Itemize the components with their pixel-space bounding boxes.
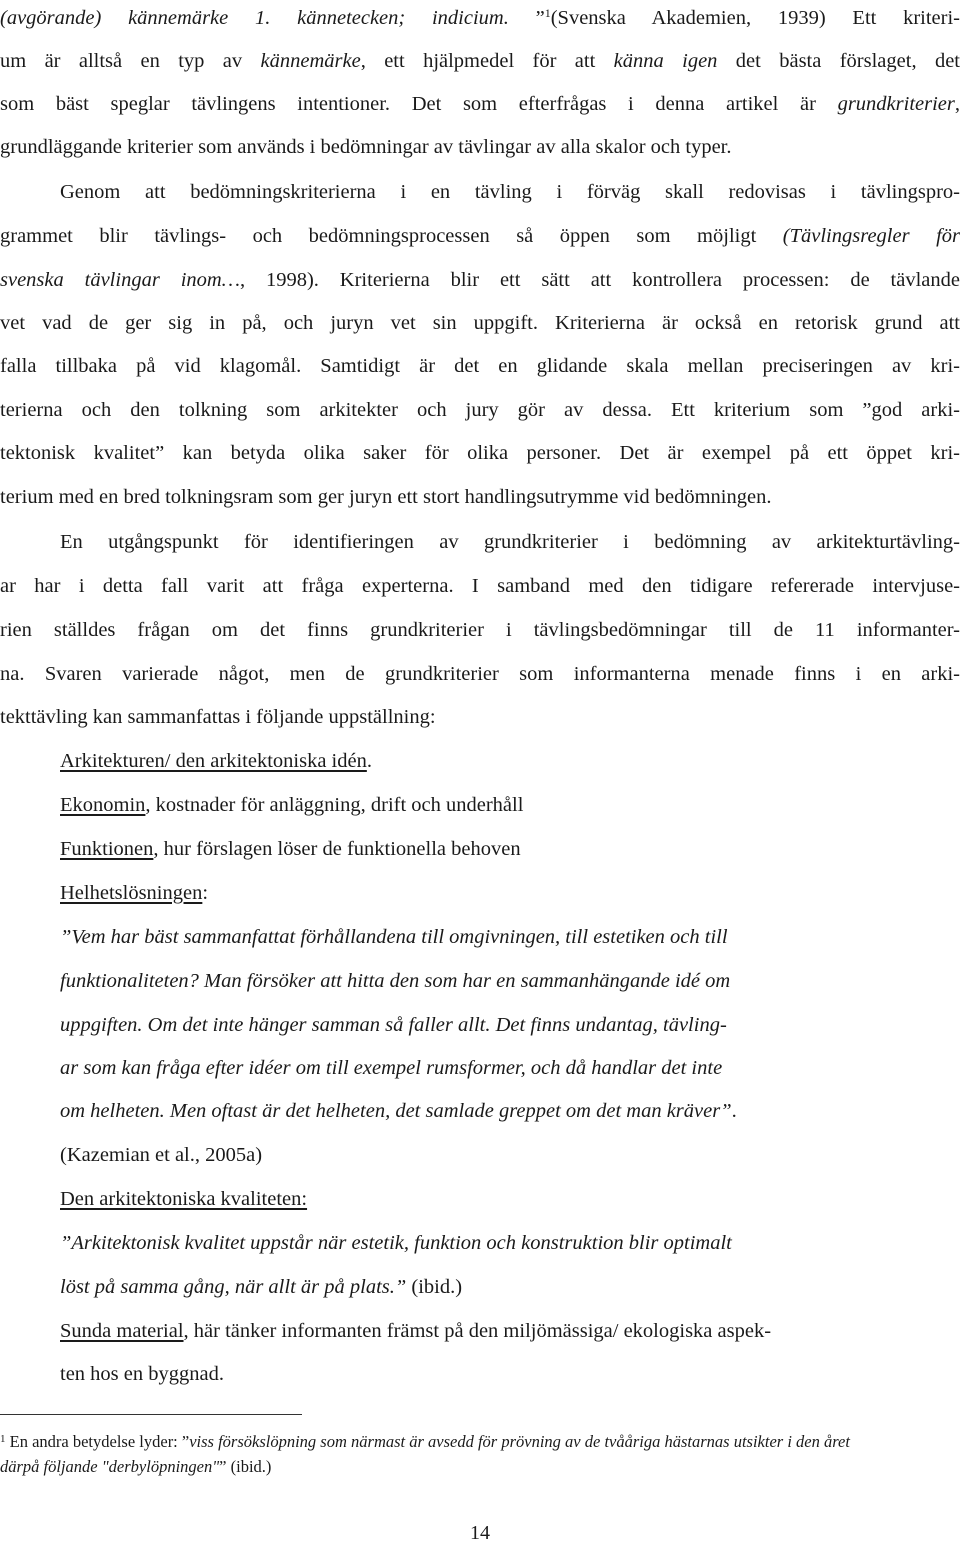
text-run: (Tävlingsregler för: [782, 225, 960, 247]
text-line: [0, 662, 960, 686]
text-run: vet vad de ger sig in på, och juryn vet sin uppgift. Kriterierna är också en retorisk grund att: [0, 312, 960, 334]
underlined-heading: Sunda material: [60, 1320, 184, 1342]
underlined-heading: Funktionen: [60, 838, 154, 860]
text-run: ar som kan fråga efter idéer om till exempel rumsformer, och då handlar det inte: [60, 1057, 723, 1079]
text-line: [0, 441, 960, 465]
text-run: grundkriterier: [837, 93, 955, 115]
text-line: [0, 398, 960, 422]
text-line: [60, 1143, 960, 1167]
text-line: [0, 224, 960, 248]
footnote-marker: 1: [544, 6, 551, 20]
text-run: uppgiften. Om det inte hänger samman så faller allt. Det finns undantag, tävling-: [60, 1014, 727, 1036]
text-line: [60, 1231, 960, 1255]
text-run: ”Arkitektonisk kvalitet uppstår när estetik, funktion och konstruktion blir optimalt: [60, 1232, 732, 1254]
text-line: [60, 530, 960, 554]
text-run: tekttävling kan sammanfattas i följande uppställning:: [0, 706, 436, 728]
text-line: [0, 354, 960, 378]
underlined-heading: Arkitekturen/ den arkitektoniska idén: [60, 750, 367, 772]
footnote-line: [0, 1431, 960, 1453]
text-line: [60, 1275, 960, 1299]
text-run: (Svenska Akademien, 1939) Ett kriteri-: [550, 7, 960, 29]
page-number: 14: [470, 1522, 490, 1544]
text-run: grammet blir tävlings- och bedömningsprocessen så öppen som möjligt: [0, 225, 783, 247]
text-line: [60, 881, 960, 905]
text-run: , 1998). Kriterierna blir ett sätt att kontrollera processen: de tävlande: [239, 269, 960, 291]
text-line: [60, 749, 960, 773]
text-run: (avgörande) kännemärke 1. kännetecken; indicium.: [0, 7, 509, 29]
text-run: , här tänker informanten främst på den miljömässiga/ ekologiska aspek-: [183, 1320, 772, 1342]
text-run: En utgångspunkt för identifieringen av grundkriterier i bedömning av arkitekturtävling-: [60, 531, 960, 553]
text-line: [60, 837, 960, 861]
text-run: , hur förslagen löser de funktionella behoven: [153, 838, 521, 860]
text-run: löst på samma gång, när allt är på plats.”: [60, 1276, 407, 1298]
text-run: ”Vem har bäst sammanfattat förhållandena till omgivningen, till estetiken och till: [60, 926, 728, 948]
text-run: därpå följande "derbylöpningen": [0, 1457, 220, 1476]
text-line: [60, 1056, 960, 1080]
text-line: [0, 49, 960, 73]
text-line: [0, 618, 960, 642]
text-line: [0, 6, 960, 30]
text-line: [60, 793, 960, 817]
text-run: terierna och den tolkning som arkitekter och jury gör av dessa. Ett kriterium som ”god arki-: [0, 399, 960, 421]
text-run: ” (ibid.): [219, 1457, 272, 1476]
text-run: , kostnader för anläggning, drift och underhåll: [145, 794, 524, 816]
underlined-heading: Den arkitektoniska kvaliteten:: [60, 1188, 308, 1210]
text-run: om helheten. Men oftast är det helheten, det samlade greppet om det man kräver”: [60, 1100, 732, 1122]
underlined-heading: Ekonomin: [60, 794, 146, 816]
footnote-line: [0, 1456, 960, 1478]
text-run: na. Svaren varierade något, men de grundkriterier som informanterna menade finns i en arki-: [0, 663, 960, 685]
text-run: ”: [508, 7, 545, 29]
text-run: känna igen: [613, 50, 718, 72]
text-line: [60, 1013, 960, 1037]
text-run: falla tillbaka på vid klagomål. Samtidigt är det en glidande skala mellan preciseringen av kri-: [0, 355, 960, 377]
text-run: ,: [954, 93, 960, 115]
text-run: terium med en bred tolkningsram som ger juryn ett stort handlingsutrymme vid bedömningen.: [0, 486, 772, 508]
text-run: grundläggande kriterier som används i bedömningar av tävlingar av alla skalor och typer.: [0, 136, 732, 158]
text-line: [0, 135, 960, 159]
text-run: , ett hjälpmedel för att: [360, 50, 614, 72]
text-run: :: [202, 882, 209, 904]
text-run: viss försökslöpning som närmast är avsedd för prövning av de tvååriga hästarnas utsikter i den året: [189, 1432, 850, 1451]
text-run: um är alltså en typ av: [0, 50, 261, 72]
text-line: [0, 574, 960, 598]
underlined-heading: Helhetslösningen: [60, 882, 203, 904]
text-line: [0, 268, 960, 292]
text-line: [60, 1319, 960, 1343]
text-run: ar har i detta fall varit att fråga experterna. I samband med den tidigare refererade intervjuse-: [0, 575, 960, 597]
text-run: rien ställdes frågan om det finns grundkriterier i tävlingsbedömningar till de 11 informanter-: [0, 619, 960, 641]
text-run: ten hos en byggnad.: [60, 1363, 224, 1385]
text-line: [0, 92, 960, 116]
text-run: funktionaliteten? Man försöker att hitta den som har en sammanhängande idé om: [60, 970, 731, 992]
footnote-separator: [0, 1414, 302, 1415]
text-run: tektonisk kvalitet” kan betyda olika saker för olika personer. Det är exempel på ett öppet kri-: [0, 442, 960, 464]
text-line: [60, 1362, 960, 1386]
text-run: .: [366, 750, 372, 772]
text-run: svenska tävlingar inom…: [0, 269, 240, 291]
text-run: det bästa förslaget, det: [717, 50, 960, 72]
footnote-marker: 1: [0, 1433, 6, 1445]
text-line: [60, 1187, 960, 1211]
text-line: [60, 925, 960, 949]
text-run: (Kazemian et al., 2005a): [60, 1144, 263, 1166]
text-line: [60, 969, 960, 993]
text-line: [60, 1099, 960, 1123]
text-line: [0, 311, 960, 335]
text-run: (ibid.): [406, 1276, 463, 1298]
text-run: kännemärke: [260, 50, 361, 72]
text-run: En andra betydelse lyder: ”: [5, 1432, 190, 1451]
text-line: [60, 180, 960, 204]
text-run: Genom att bedömningskriterierna i en tävling i förväg skall redovisas i tävlingspro-: [60, 181, 960, 203]
text-line: [0, 705, 960, 729]
text-run: .: [731, 1100, 737, 1122]
text-line: [0, 485, 960, 509]
text-run: som bäst speglar tävlingens intentioner. Det som efterfrågas i denna artikel är: [0, 93, 838, 115]
